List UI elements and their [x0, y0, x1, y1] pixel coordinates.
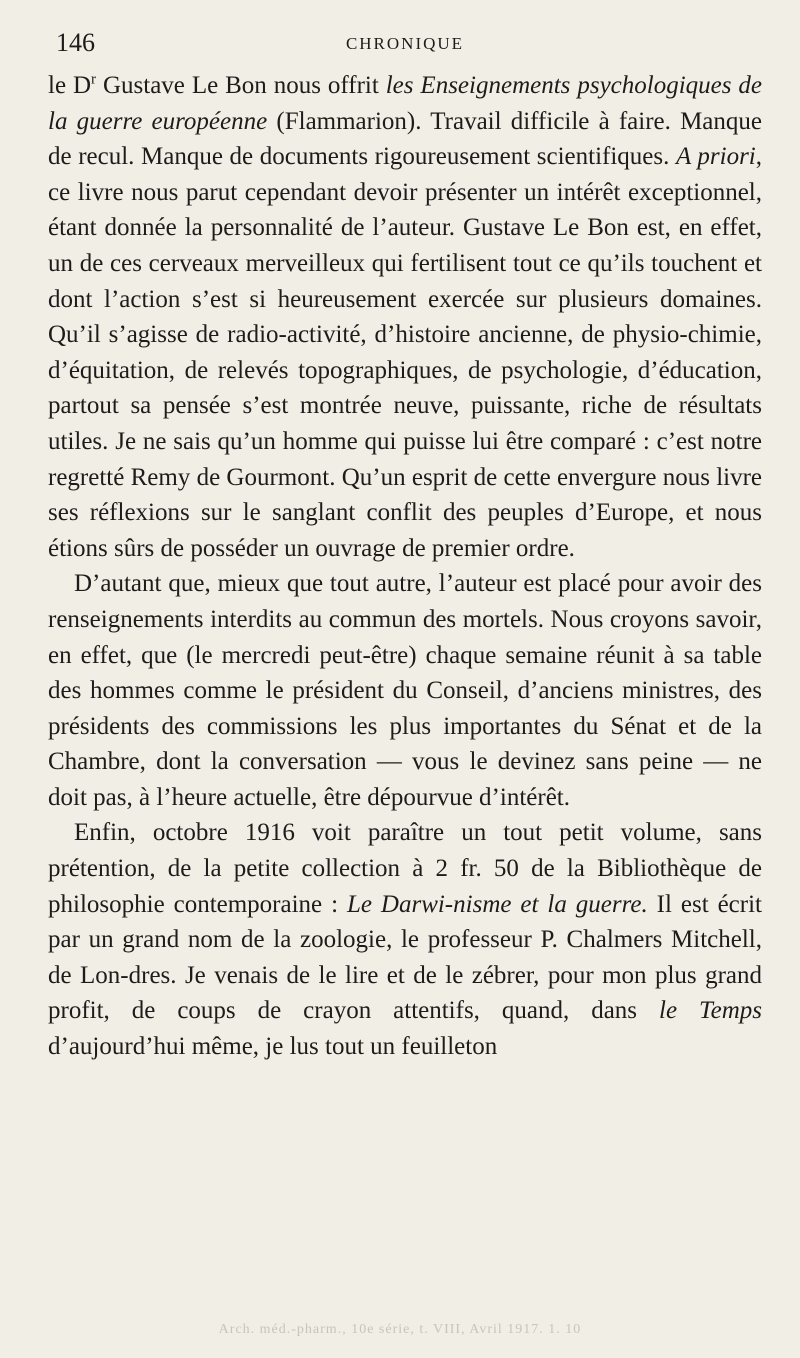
text-run: mortels. Nous croyons savoir, en effet, que (le mercredi	[48, 605, 762, 669]
text-run: D’autant que, mieux que tout autre, l’auteur est placé	[74, 570, 611, 598]
text-run: Enfin, octobre 1916 voit paraître un tout petit volume,	[74, 819, 702, 847]
page-header	[48, 28, 762, 68]
text-run: topographiques, de psychologie, d’éducation, partout	[48, 356, 763, 420]
text-run: présidents des commissions les plus importantes du	[48, 712, 599, 740]
page-footer: Arch. méd.-pharm., 10e série, t. VIII, Avril 1917. 1. 10	[218, 1322, 582, 1337]
text-run: étions sûrs de posséder un ouvrage de premier ordre.	[48, 534, 575, 562]
text-run: grand profit, de coups de crayon attentifs, quand, dans	[48, 961, 762, 1025]
text-run: Il est écrit par un grand nom de la	[48, 890, 762, 954]
text-run: livre nous parut cependant devoir présenter un intérêt	[77, 178, 621, 206]
text-run: Bibliothèque de philosophie contemporaine :	[48, 855, 763, 918]
text-run: Gustave Le Bon est, en effet, un de ces cerveaux	[48, 214, 762, 277]
text-run: résultats utiles. Je ne sais qu’un homme qui puisse lui	[48, 392, 762, 455]
text-run: Gustave Le Bon nous offrit	[96, 72, 386, 99]
text-run: peut-être) chaque semaine réunit à sa table des hommes	[48, 641, 763, 705]
text-run: merveilleux qui fertilisent tout ce qu’ils touchent et	[245, 249, 763, 277]
text-run: sa pensée s’est montrée neuve, puissante, riche de	[130, 392, 668, 420]
paragraph	[48, 68, 762, 566]
text-run: Sénat et de la Chambre, dont la conversation — vous	[48, 712, 763, 776]
text-run: (Flammarion).	[267, 107, 422, 135]
paragraph	[48, 815, 762, 1064]
text-run: dont l’action s’est si heureusement exercée sur plusieurs	[48, 285, 649, 313]
text-run: sans prétention, de la petite collection à 2 fr. 50 de la	[48, 819, 762, 883]
text-run: Qu’un esprit de cette envergure nous livre ses réflexions	[48, 463, 763, 527]
text-run: zoologie, le professeur P. Chalmers Mitchell, de Lon-	[48, 926, 763, 989]
running-head: CHRONIQUE	[345, 34, 465, 53]
text-run: domaines. Qu’il s’agisse de radio-activité, d’histoire	[48, 285, 763, 349]
italic-text: psychologiques de la guerre européenne	[48, 72, 763, 135]
text-run: pour avoir des renseignements interdits au commun des	[48, 570, 762, 633]
paragraph	[48, 566, 762, 815]
text-run: Travail difficile à faire. Manque de recul. Manque de	[48, 107, 762, 171]
text-run: être comparé : c’est notre regretté Remy de Gourmont.	[48, 427, 763, 491]
italic-text: A priori	[675, 143, 756, 171]
text-run: documents rigoureusement scientifiques.	[259, 143, 676, 171]
text-run: , ce	[48, 143, 763, 206]
text-run: sur le sanglant conflit des peuples d’Europe, et nous	[200, 499, 763, 527]
text-run: être dépourvue d’intérêt.	[323, 783, 570, 811]
text-run: ancienne, de physio-chimie, d’équitation, de relevés	[48, 321, 762, 384]
text-run: le D	[48, 72, 92, 99]
italic-text: nisme et la guerre.	[453, 890, 648, 918]
text-run: d’aujourd’hui même, je lus tout un feuilleton	[48, 1033, 498, 1061]
italic-text: le Temps	[659, 997, 763, 1025]
text-run: exceptionnel, étant donnée la personnalité de l’auteur.	[48, 178, 763, 242]
page-number: 146	[56, 28, 95, 57]
text-run: dres. Je venais de le lire et de le zébrer, pour mon plus	[128, 961, 697, 989]
superscript-text: r	[91, 71, 97, 88]
italic-text: les Enseignements	[385, 72, 571, 99]
text-run: le devinez sans peine — ne doit pas, à l’heure actuelle,	[48, 748, 763, 811]
text-run: comme le président du Conseil, d’anciens ministres, des	[183, 677, 763, 705]
body-text	[48, 68, 762, 1065]
italic-text: Le Darwi-	[346, 890, 454, 918]
